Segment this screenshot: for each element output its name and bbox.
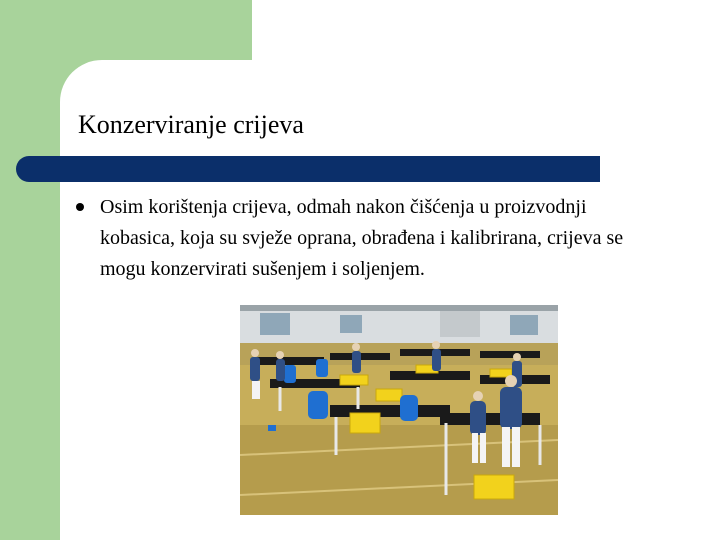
bullet-icon bbox=[76, 203, 84, 211]
factory-photo bbox=[240, 305, 558, 515]
title-underline-bar bbox=[16, 156, 600, 182]
decorative-green-strip bbox=[0, 0, 60, 540]
slide-title: Konzerviranje crijeva bbox=[78, 110, 304, 139]
bullet-text: Osim korištenja crijeva, odmah nakon čišćenja u proizvodnji kobasica, koja su svježe oprana, obrađena i kalibrirana, crijeva se mogu konzervirati sušenjem i soljenjem. bbox=[100, 196, 624, 280]
